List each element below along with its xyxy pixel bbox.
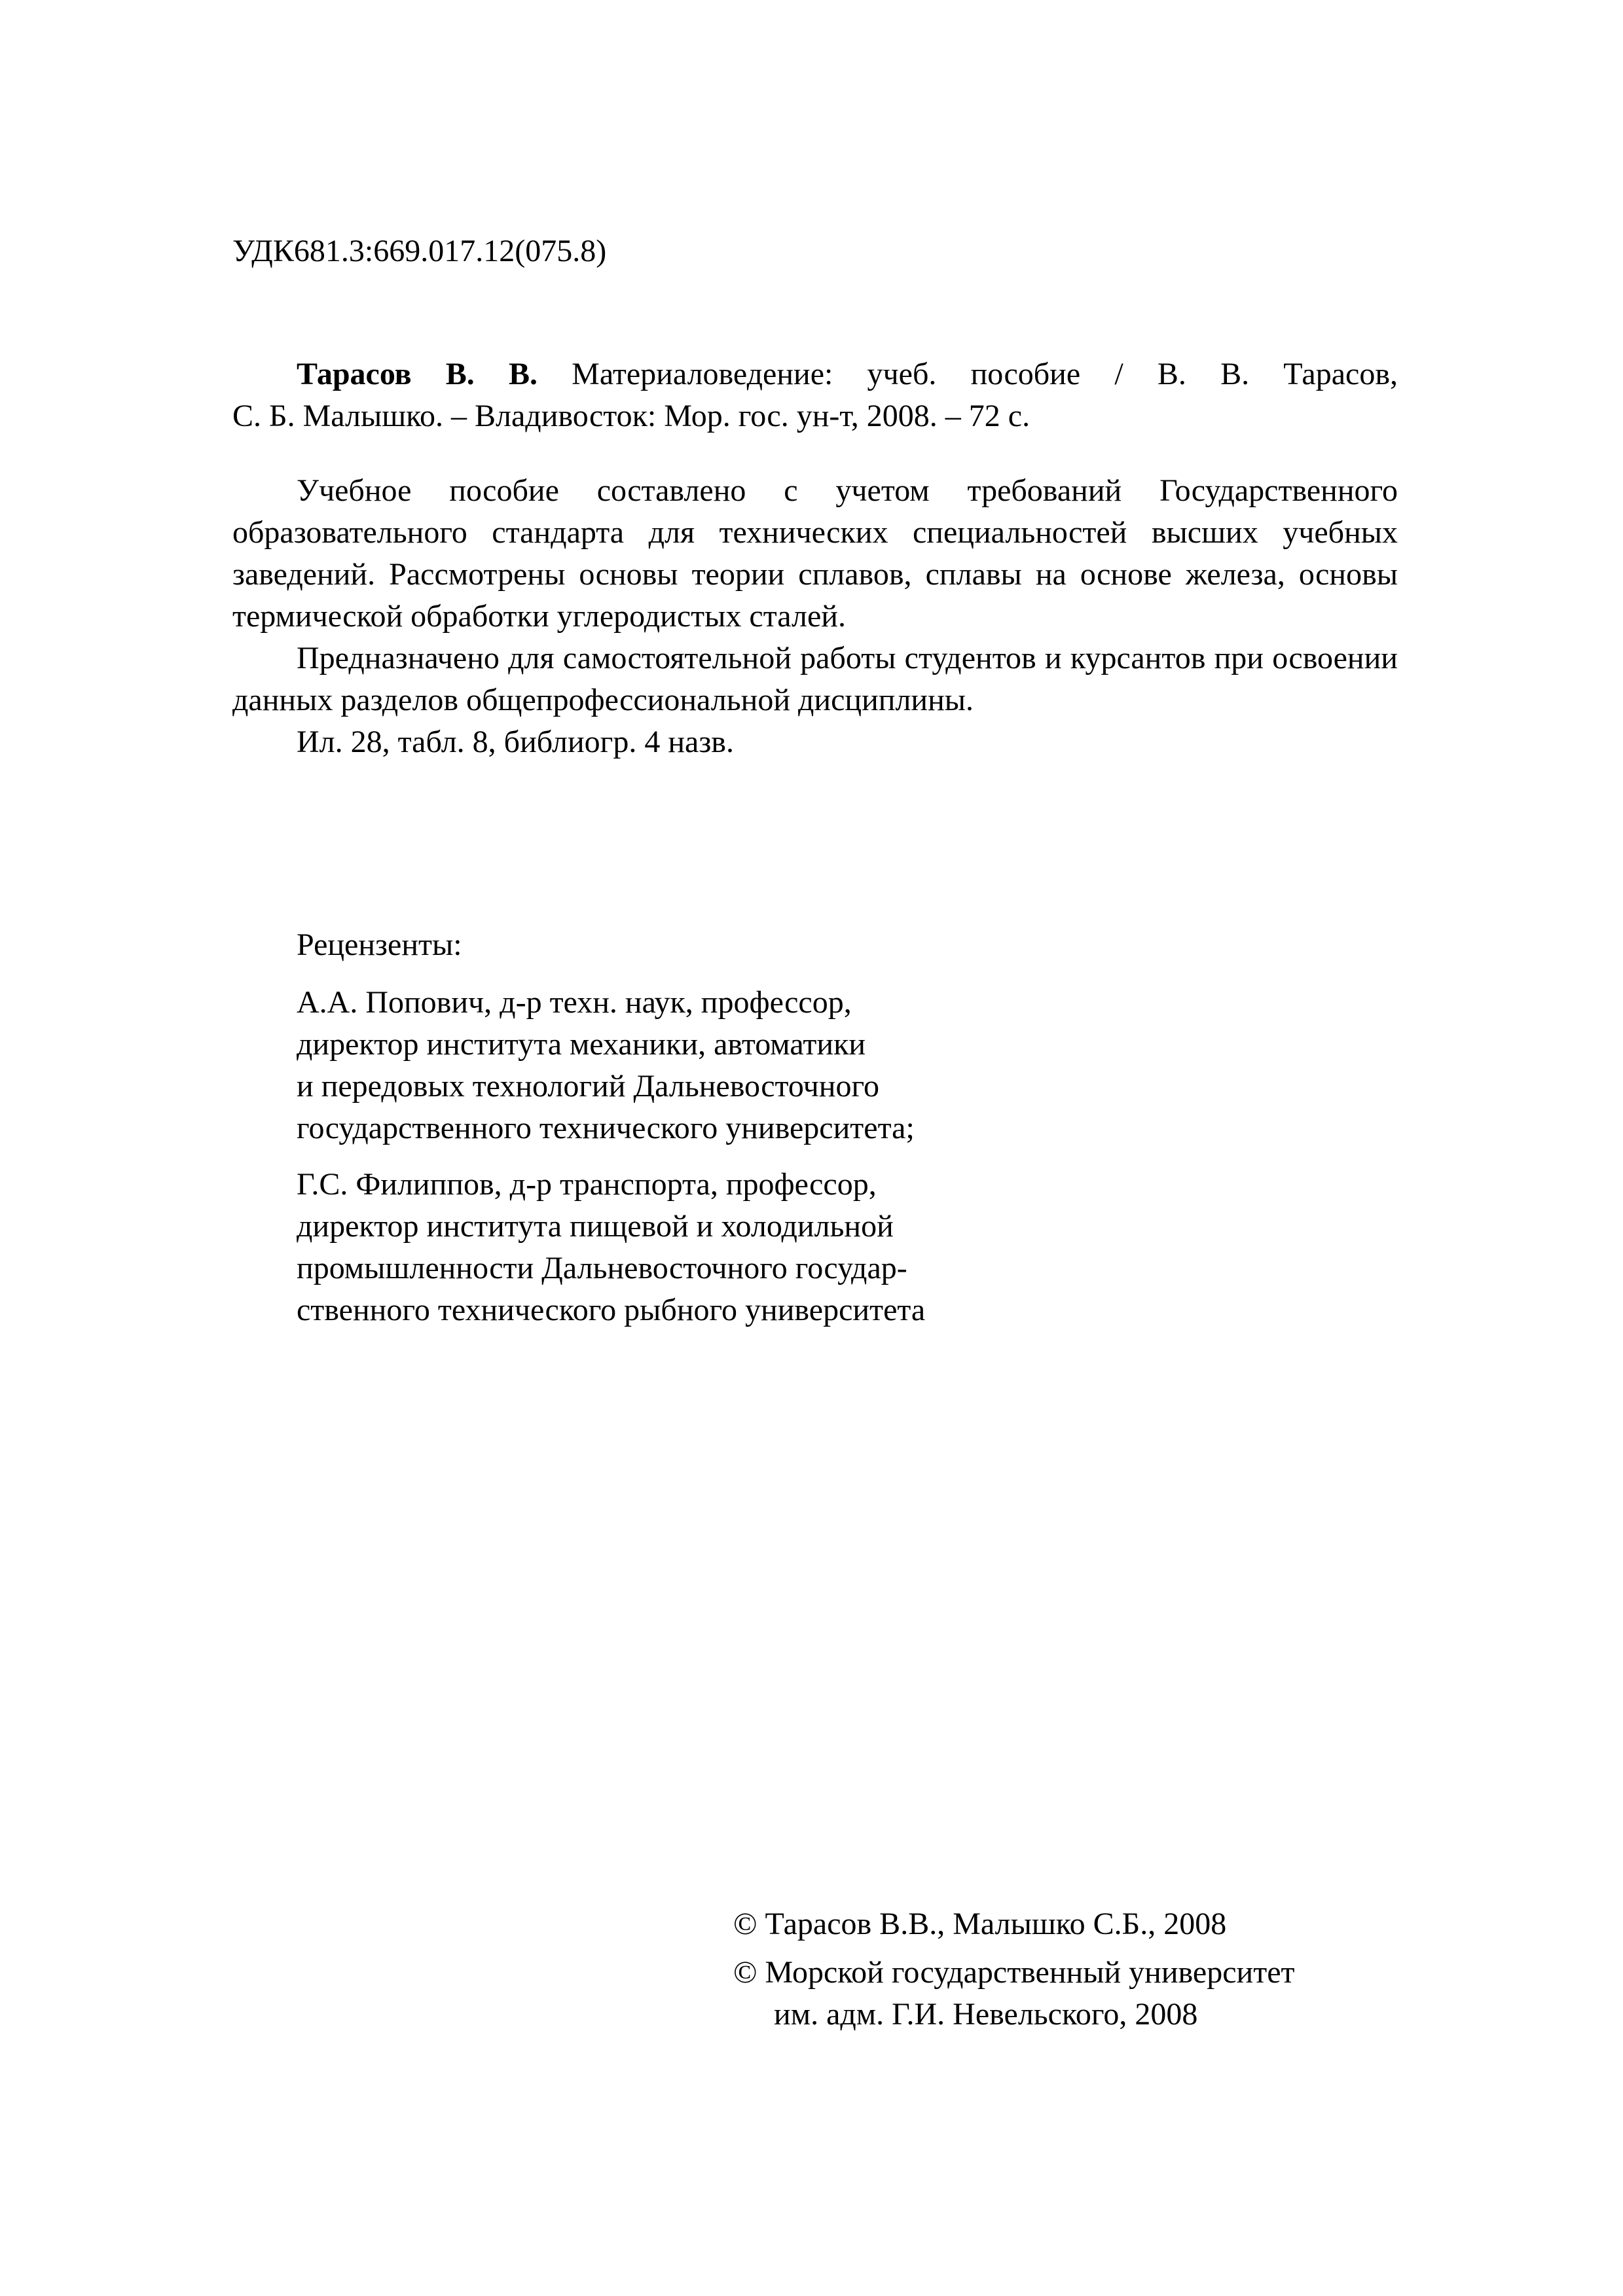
reviewer-line: А.А. Попович, д-р техн. наук, профессор, [297,985,852,1020]
reviewer-line: ственного технического рыбного университета [297,1293,926,1327]
reviewers-block [297,924,1082,1346]
bibliographic-record [232,353,1398,437]
reviewer-line: промышленности Дальневосточного государ- [297,1251,907,1285]
reviewer-line: Г.С. Филиппов, д-р транспорта, профессор, [297,1167,877,1202]
copyright-university [733,1952,1453,2036]
author-name: Тарасов В. В. [297,357,538,391]
abstract-paragraph-1: Учебное пособие составлено с учетом требований Государственного образовательного стандарта для технических специальностей высших учебных заведений. Рассмотрены основы теории сплавов, сплавы на основе железа, основы термической обработки углеродистых сталей. [232,473,1398,634]
reviewer-2 [297,1164,1082,1331]
reviewer-line: директор института механики, автоматики [297,1027,866,1062]
copyright-university-line-2: им. адм. Г.И. Невельского, 2008 [774,1997,1198,2032]
copyright-block [733,1903,1453,2042]
reviewers-title: Рецензенты: [297,927,462,962]
biblio-line-2: С. Б. Малышко. – Владивосток: Мор. гос. ун-т, 2008. – 72 с. [232,399,1030,433]
udk-code: УДК681.3:669.017.12(075.8) [232,234,607,268]
abstract-paragraph-2: Предназначено для самостоятельной работы студентов и курсантов при освоении данных разделов общепрофессиональной дисциплины. [232,641,1398,717]
reviewer-line: директор института пищевой и холодильной [297,1209,894,1244]
reviewer-1 [297,982,1082,1149]
copyright-authors [733,1903,1453,1945]
reviewer-line: государственного технического университета; [297,1111,915,1145]
copyright-university-line-1: © Морской государственный университет [733,1955,1295,1990]
abstract-illustrations: Ил. 28, табл. 8, библиогр. 4 назв. [297,725,734,759]
reviewer-line: и передовых технологий Дальневосточного [297,1069,879,1103]
biblio-line-1 [232,353,1398,395]
abstract [232,470,1398,763]
biblio-title: Материаловедение: учеб. пособие / В. В. Тарасов, [537,357,1398,391]
copyright-authors-text: © Тарасов В.В., Малышко С.Б., 2008 [733,1907,1227,1941]
